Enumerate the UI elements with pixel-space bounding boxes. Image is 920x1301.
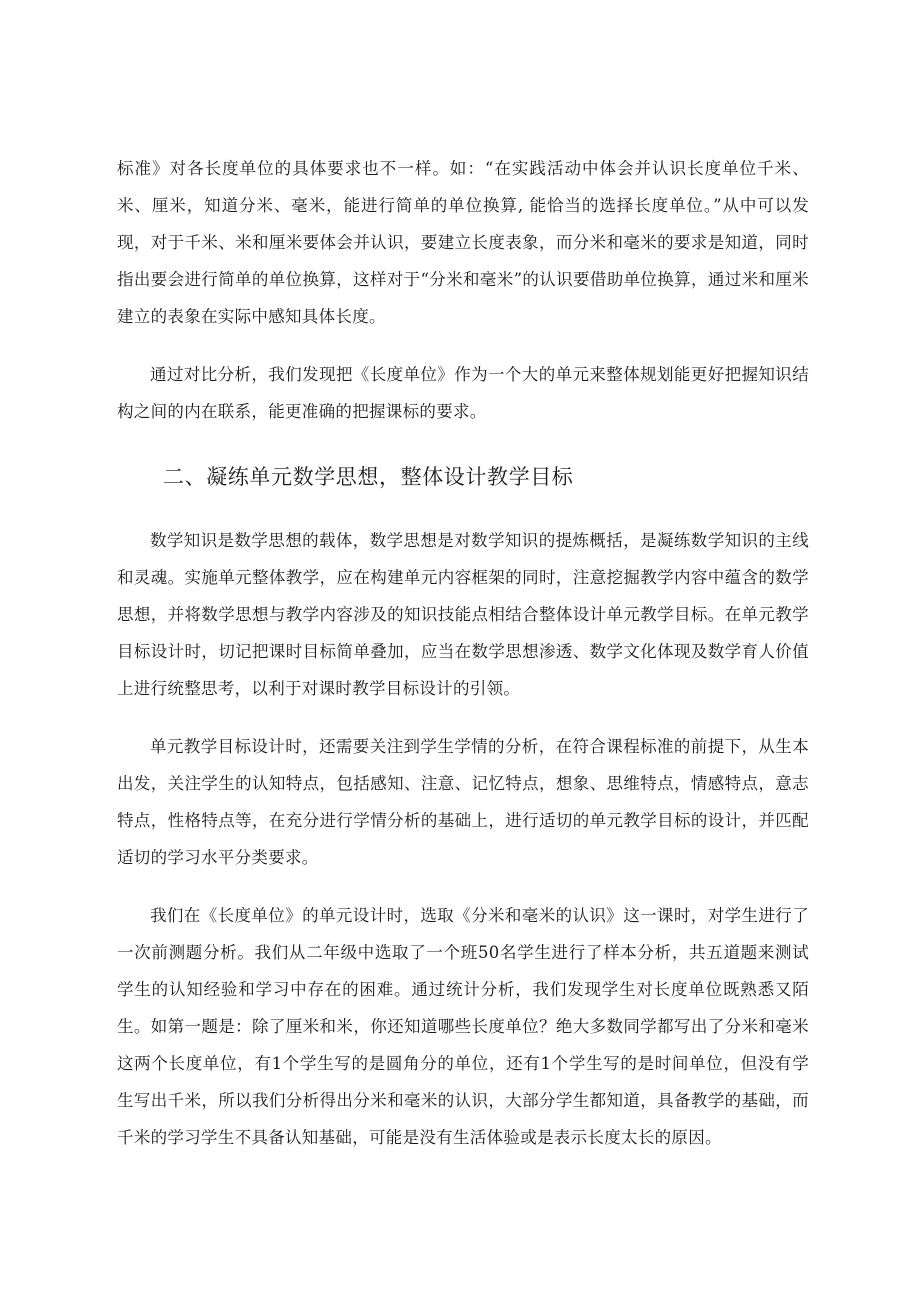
- paragraph-comparison-analysis: 通过对比分析，我们发现把《长度单位》作为一个大的单元来整体规划能更好把握知识结构之间的内在联系，能更准确的把握课标的要求。: [117, 365, 809, 421]
- paragraph-student-analysis: 单元教学目标设计时，还需要关注到学生学情的分析，在符合课程标准的前提下，从生本出发，关注学生的认知特点，包括感知、注意、记忆特点，想象、思维特点，情感特点，意志特点，性格特点等，在充分进行学情分析的基础上，进行适切的单元教学目标的设计，并匹配适切的学习水平分类要求。: [117, 737, 809, 867]
- paragraph-math-thought: 数学知识是数学思想的载体，数学思想是对数学知识的提炼概括，是凝练数学知识的主线和灵魂。实施单元整体教学，应在构建单元内容框架的同时，注意挖掘教学内容中蕴含的数学思想，并将数学思想与教学内容涉及的知识技能点相结合整体设计单元教学目标。在单元教学目标设计时，切记把课时目标简单叠加，应当在数学思想渗透、数学文化体现及数学育人价值上进行统整思考，以利于对课时教学目标设计的引领。: [117, 531, 809, 698]
- paragraph-curriculum-standard: 标准》对各长度单位的具体要求也不一样。如：“在实践活动中体会并认识长度单位千米、米、厘米，知道分米、毫米，能进行简单的单位换算, 能恰当的选择长度单位。”从中可以发现，对于千米、米和厘米要体会并认识，要建立长度表象，而分米和毫米的要求是知道，同时指出要会进行简单的单位换算，这样对于“分米和毫米”的认识要借助单位换算，通过米和厘米建立的表象在实际中感知具体长度。: [117, 159, 809, 326]
- paragraph-pretest-analysis: 我们在《长度单位》的单元设计时，选取《分米和毫米的认识》这一课时，对学生进行了一次前测题分析。我们从二年级中选取了一个班50名学生进行了样本分析，共五道题来测试学生的认知经验和学习中存在的困难。通过统计分析，我们发现学生对长度单位既熟悉又陌生。如第一题是：除了厘米和米，你还知道哪些长度单位？绝大多数同学都写出了分米和毫米这两个长度单位，有1个学生写的是圆角分的单位，还有1个学生写的是时间单位，但没有学生写出千米，所以我们分析得出分米和毫米的认识，大部分学生都知道，具备教学的基础，而千米的学习学生不具备认知基础，可能是没有生活体验或是表示长度太长的原因。: [117, 906, 809, 1147]
- document-page: [117, 150, 809, 1156]
- section-heading: 二、凝练单元数学思想，整体设计教学目标: [163, 465, 574, 489]
